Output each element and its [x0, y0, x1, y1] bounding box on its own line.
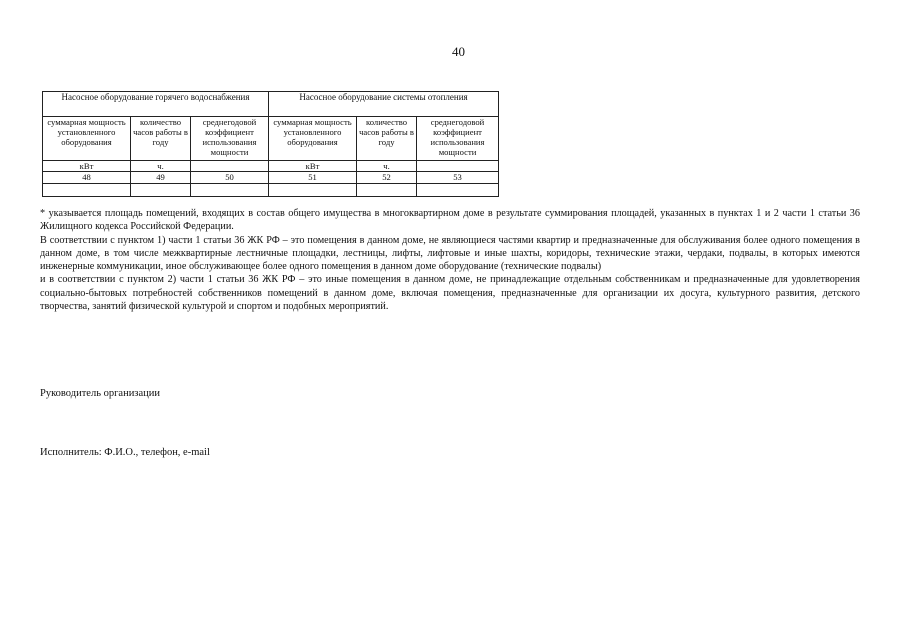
- data-cell: [43, 184, 131, 197]
- column-header: суммарная мощность установленного оборудования: [269, 117, 357, 161]
- column-header: количество часов работы в году: [357, 117, 417, 161]
- column-number: 49: [131, 172, 191, 184]
- heating-group-header: Насосное оборудование системы отопления: [269, 92, 499, 117]
- notes-block: [40, 207, 860, 313]
- footnote-text: * указывается площадь помещений, входящих в состав общего имущества в многоквартирном доме в результате суммирования площадей, указанных в пунктах 1 и 2 части 1 статьи 36 Жилищного кодекса Российской Федерации.: [40, 208, 860, 233]
- column-header: среднегодовой коэффициент использования мощности: [191, 117, 269, 161]
- unit-cell: ч.: [357, 161, 417, 172]
- column-number: 51: [269, 172, 357, 184]
- column-number: 52: [357, 172, 417, 184]
- column-header: суммарная мощность установленного оборудования: [43, 117, 131, 161]
- unit-cell: [417, 161, 499, 172]
- unit-cell: кВт: [269, 161, 357, 172]
- data-cell: [131, 184, 191, 197]
- column-header: среднегодовой коэффициент использования мощности: [417, 117, 499, 161]
- column-number: 50: [191, 172, 269, 184]
- table-column-numbers-row: [43, 172, 499, 184]
- column-header: количество часов работы в году: [131, 117, 191, 161]
- column-number: 48: [43, 172, 131, 184]
- data-cell: [357, 184, 417, 197]
- data-cell: [191, 184, 269, 197]
- table-header-row: [43, 92, 499, 117]
- table-data-row: [43, 184, 499, 197]
- executor-label: Исполнитель: Ф.И.О., телефон, e-mail: [40, 447, 210, 458]
- equipment-table-container: [42, 91, 498, 197]
- data-cell: [269, 184, 357, 197]
- page-number: 40: [452, 44, 465, 59]
- hot-water-group-header: Насосное оборудование горячего водоснабжения: [43, 92, 269, 117]
- table-subheader-row: [43, 117, 499, 161]
- data-cell: [417, 184, 499, 197]
- table-units-row: [43, 161, 499, 172]
- column-number: 53: [417, 172, 499, 184]
- unit-cell: ч.: [131, 161, 191, 172]
- unit-cell: кВт: [43, 161, 131, 172]
- paragraph-point-1: В соответствии с пунктом 1) части 1 статьи 36 ЖК РФ – это помещения в данном доме, не являющиеся частями квартир и предназначенные для обслуживания более одного помещения в данном доме, в том числе межквартирные лестничные площадки, лестницы, лифты, лифтовые и иные шахты, коридоры, технические этажи, чердаки, подвалы, в которых имеются инженерные коммуникации, иное обслуживающее более одного помещения в данном доме оборудование (технические подвалы): [40, 234, 860, 273]
- paragraph-point-2: и в соответствии с пунктом 2) части 1 статьи 36 ЖК РФ – это иные помещения в данном доме, не принадлежащие отдельным собственникам и предназначенные для удовлетворения социально-бытовых потребностей собственников помещений в данном доме, включая помещения, предназначенные для организации их досуга, культурного развития, детского творчества, занятий физической культурой и спортом и подобных мероприятий.: [40, 274, 860, 313]
- unit-cell: [191, 161, 269, 172]
- equipment-table: [42, 91, 499, 197]
- organization-head-label: Руководитель организации: [40, 388, 160, 399]
